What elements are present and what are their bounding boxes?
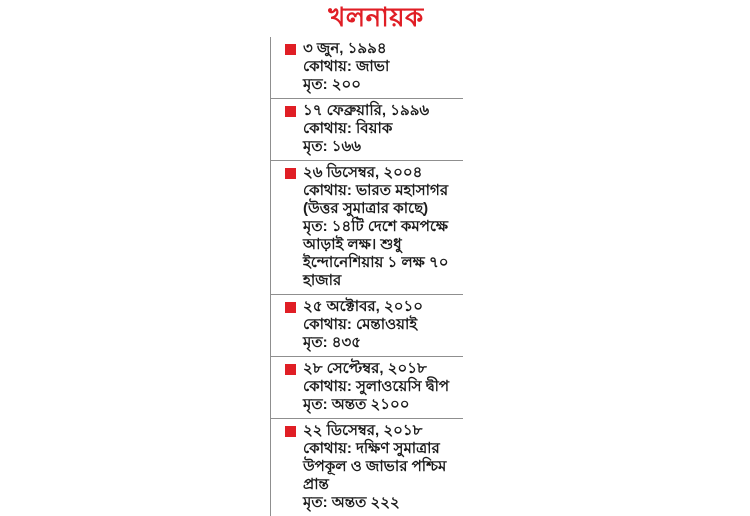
timeline-event bbox=[271, 356, 463, 418]
bullet-square-icon bbox=[285, 44, 296, 55]
header bbox=[270, 1, 482, 33]
event-location: কোথায়: মেন্তাওয়াই bbox=[303, 316, 418, 333]
timeline-event bbox=[271, 98, 463, 160]
timeline bbox=[270, 37, 463, 516]
event-deaths: মৃত: অন্তত ২২২ bbox=[303, 494, 400, 511]
event-location: কোথায়: বিয়াক bbox=[303, 120, 393, 137]
event-location: কোথায়: জাভা bbox=[303, 58, 390, 75]
event-deaths: মৃত: ২০০ bbox=[303, 76, 362, 93]
event-deaths: মৃত: অন্তত ২১০০ bbox=[303, 396, 410, 413]
page-title: খলনায়ক bbox=[328, 2, 424, 32]
event-date-row bbox=[285, 298, 463, 316]
event-date: ৩ জুন, ১৯৯৪ bbox=[303, 40, 387, 57]
bullet-square-icon bbox=[285, 106, 296, 117]
event-date-row bbox=[285, 102, 463, 120]
event-deaths: মৃত: ৪৩৫ bbox=[303, 334, 361, 351]
timeline-event bbox=[271, 294, 463, 356]
event-deaths: মৃত: ১৬৬ bbox=[303, 138, 361, 155]
event-date: ২৬ ডিসেম্বর, ২০০৪ bbox=[303, 164, 423, 181]
event-date-row bbox=[285, 40, 463, 58]
event-date-row bbox=[285, 360, 463, 378]
event-date: ২৫ অক্টোবর, ২০১০ bbox=[303, 298, 423, 315]
event-date: ২৮ সেপ্টেম্বর, ২০১৮ bbox=[303, 360, 427, 377]
bullet-square-icon bbox=[285, 302, 296, 313]
event-date-row bbox=[285, 422, 463, 440]
event-deaths: মৃত: ১৪টি দেশে কমপক্ষে আড়াই লক্ষ। শুধু ইন্দোনেশিয়ায় ১ লক্ষ ৭০ হাজার bbox=[303, 218, 449, 289]
event-date: ১৭ ফেব্রুয়ারি, ১৯৯৬ bbox=[303, 102, 430, 119]
timeline-event bbox=[271, 37, 463, 98]
event-location: কোথায়: ভারত মহাসাগর (উত্তর সুমাত্রার কাছে) bbox=[303, 182, 449, 217]
event-date: ২২ ডিসেম্বর, ২০১৮ bbox=[303, 422, 423, 439]
bullet-square-icon bbox=[285, 168, 296, 179]
event-location: কোথায়: দক্ষিণ সুমাত্রার উপকূল ও জাভার পশ্চিম প্রান্ত bbox=[303, 440, 447, 493]
timeline-event bbox=[271, 418, 463, 516]
timeline-event bbox=[271, 160, 463, 294]
bullet-square-icon bbox=[285, 426, 296, 437]
event-location: কোথায়: সুলাওয়েসি দ্বীপ bbox=[303, 378, 450, 395]
event-date-row bbox=[285, 164, 463, 182]
bullet-square-icon bbox=[285, 364, 296, 375]
